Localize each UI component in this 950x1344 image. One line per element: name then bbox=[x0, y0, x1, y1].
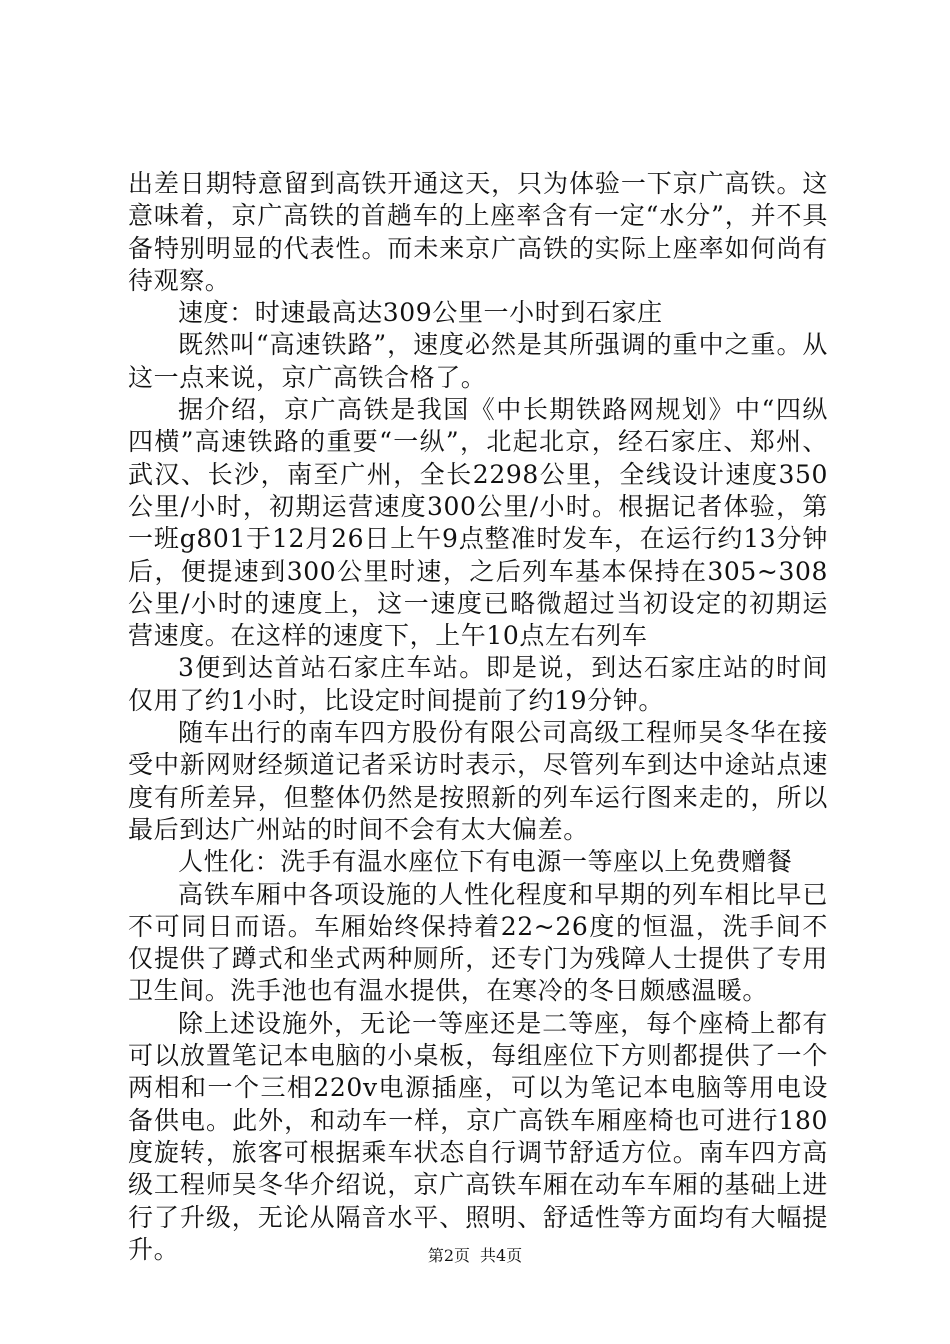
document-body bbox=[128, 168, 828, 1266]
paragraph-3: 据介绍，京广高铁是我国《中长期铁路网规划》中“四纵四横”高速铁路的重要“一纵”，北起北京，经石家庄、郑州、武汉、长沙，南至广州，全长2298公里，全线设计速度350公里/小时，初期运营速度300公里/小时。根据记者体验，第一班g801于12月26日上午9点整准时发车，在运行约13分钟后，便提速到300公里时速，之后列车基本保持在305~308公里/小时的速度上，这一速度已略微超过当初设定的初期运营速度。在这样的速度下，上午10点左右列车 bbox=[128, 395, 828, 651]
paragraph-1: 出差日期特意留到高铁开通这天，只为体验一下京广高铁。这意味着，京广高铁的首趟车的上座率含有一定“水分”，并不具备特别明显的代表性。而未来京广高铁的实际上座率如何尚有待观察。 bbox=[128, 169, 828, 295]
section-heading-speed: 速度：时速最高达309公里一小时到石家庄 bbox=[178, 298, 663, 328]
paragraph-7: 除上述设施外，无论一等座还是二等座，每个座椅上都有可以放置笔记本电脑的小桌板，每组座位下方则都提供了一个两相和一个三相220v电源插座，可以为笔记本电脑等用电设备供电。此外，和动车一样，京广高铁车厢座椅也可进行180度旋转，旅客可根据乘车状态自行调节舒适方位。南车四方高级工程师吴冬华介绍说，京广高铁车厢在动车车厢的基础上进行了升级，无论从隔音水平、照明、舒适性等方面均有大幅提升。 bbox=[128, 1008, 828, 1264]
page-total: 共4页 bbox=[480, 1246, 523, 1265]
page-footer bbox=[0, 1246, 950, 1266]
paragraph-6: 高铁车厢中各项设施的人性化程度和早期的列车相比早已不可同日而语。车厢始终保持着22~26度的恒温，洗手间不仅提供了蹲式和坐式两种厕所，还专门为残障人士提供了专用卫生间。洗手池也有温水提供，在寒冷的冬日颇感温暖。 bbox=[128, 879, 828, 1006]
section-heading-humanization: 人性化：洗手有温水座位下有电源一等座以上免费赠餐 bbox=[178, 847, 793, 877]
page-number: 第2页 bbox=[427, 1246, 470, 1265]
paragraph-5: 随车出行的南车四方股份有限公司高级工程师吴冬华在接受中新网财经频道记者采访时表示，尽管列车到达中途站点速度有所差异，但整体仍然是按照新的列车运行图来走的，所以最后到达广州站的时间不会有太大偏差。 bbox=[128, 718, 828, 844]
paragraph-2: 既然叫“高速铁路”，速度必然是其所强调的重中之重。从这一点来说，京广高铁合格了。 bbox=[128, 330, 828, 392]
paragraph-4: 3便到达首站石家庄车站。即是说，到达石家庄站的时间仅用了约1小时，比设定时间提前了约19分钟。 bbox=[128, 653, 828, 715]
